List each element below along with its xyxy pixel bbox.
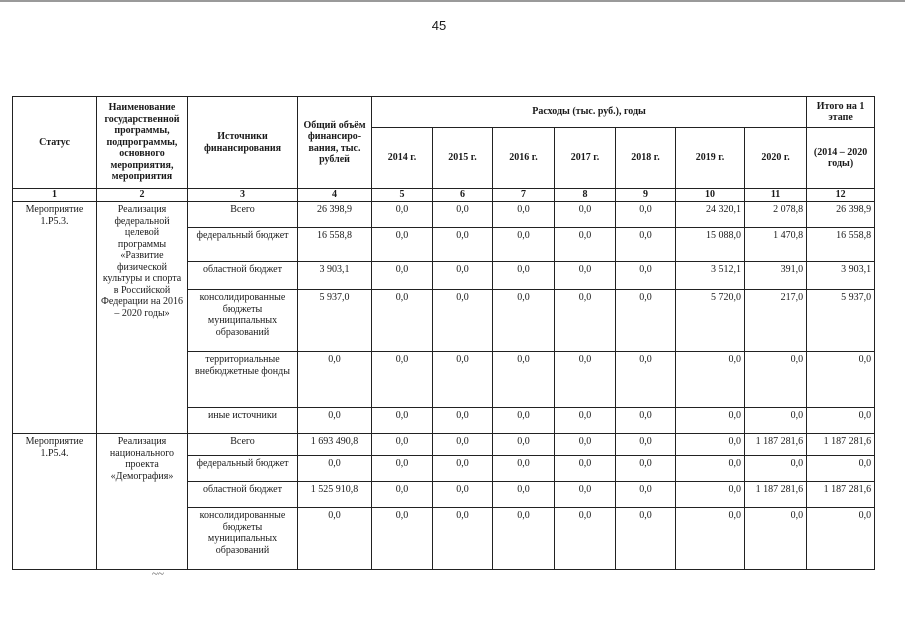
year-value-cell: 0,0 — [493, 290, 555, 352]
column-number: 9 — [616, 189, 676, 202]
year-value-cell: 0,0 — [676, 408, 745, 434]
year-value-cell: 0,0 — [555, 508, 616, 570]
year-value-cell: 24 320,1 — [676, 202, 745, 228]
year-value-cell: 0,0 — [433, 228, 493, 262]
year-value-cell: 0,0 — [433, 482, 493, 508]
source-cell: Всего — [188, 434, 298, 456]
year-value-cell: 1 470,8 — [745, 228, 807, 262]
year-value-cell: 2 078,8 — [745, 202, 807, 228]
year-value-cell: 0,0 — [555, 202, 616, 228]
year-value-cell: 0,0 — [555, 456, 616, 482]
table-row — [13, 202, 875, 228]
column-number: 4 — [298, 189, 372, 202]
year-value-cell: 0,0 — [372, 352, 433, 408]
year-value-cell: 0,0 — [493, 482, 555, 508]
total-cell: 0,0 — [298, 456, 372, 482]
year-value-cell: 0,0 — [372, 508, 433, 570]
total-cell: 0,0 — [298, 408, 372, 434]
year-value-cell: 0,0 — [676, 456, 745, 482]
header-year: 2017 г. — [555, 128, 616, 189]
year-value-cell: 15 088,0 — [676, 228, 745, 262]
margin-mark: ~~ — [152, 568, 164, 580]
header-year: 2014 г. — [372, 128, 433, 189]
year-value-cell: 0,0 — [372, 456, 433, 482]
name-cell: Реализация национального проекта «Демография» — [97, 434, 188, 570]
year-value-cell: 0,0 — [433, 290, 493, 352]
source-cell: консолидированные бюджеты муниципальных образований — [188, 290, 298, 352]
column-number: 11 — [745, 189, 807, 202]
header-expenses: Расходы (тыс. руб.), годы — [372, 97, 807, 128]
year-value-cell: 0,0 — [676, 434, 745, 456]
total-cell: 1 693 490,8 — [298, 434, 372, 456]
year-value-cell: 0,0 — [493, 434, 555, 456]
year-value-cell: 0,0 — [493, 262, 555, 290]
year-value-cell: 0,0 — [555, 290, 616, 352]
year-value-cell: 217,0 — [745, 290, 807, 352]
page-number: 45 — [431, 18, 447, 33]
column-number: 6 — [433, 189, 493, 202]
year-value-cell: 0,0 — [555, 434, 616, 456]
year-value-cell: 0,0 — [616, 508, 676, 570]
itogo-cell: 0,0 — [807, 456, 875, 482]
scan-edge-line — [0, 0, 905, 2]
year-value-cell: 0,0 — [433, 352, 493, 408]
header-itogo-top: Итого на 1 этапе — [807, 97, 875, 128]
total-cell: 1 525 910,8 — [298, 482, 372, 508]
itogo-cell: 1 187 281,6 — [807, 434, 875, 456]
year-value-cell: 0,0 — [745, 456, 807, 482]
total-cell: 5 937,0 — [298, 290, 372, 352]
year-value-cell: 0,0 — [493, 202, 555, 228]
itogo-cell: 0,0 — [807, 352, 875, 408]
year-value-cell: 391,0 — [745, 262, 807, 290]
total-cell: 0,0 — [298, 352, 372, 408]
year-value-cell: 0,0 — [616, 408, 676, 434]
source-cell: областной бюджет — [188, 262, 298, 290]
itogo-cell: 26 398,9 — [807, 202, 875, 228]
table-body — [13, 202, 875, 570]
header-name: Наименование государственной программы, подпрограммы, основного мероприятия, мероприятия — [97, 97, 188, 189]
name-cell: Реализация федеральной целевой программы «Развитие физической культуры и спорта в Российской Федерации на 2016 – 2020 годы» — [97, 202, 188, 434]
itogo-cell: 0,0 — [807, 508, 875, 570]
year-value-cell: 0,0 — [555, 408, 616, 434]
year-value-cell: 0,0 — [616, 456, 676, 482]
year-value-cell: 0,0 — [372, 408, 433, 434]
itogo-cell: 5 937,0 — [807, 290, 875, 352]
header-year: 2016 г. — [493, 128, 555, 189]
column-number: 7 — [493, 189, 555, 202]
column-number: 10 — [676, 189, 745, 202]
year-value-cell: 0,0 — [616, 290, 676, 352]
header-year: 2019 г. — [676, 128, 745, 189]
year-value-cell: 0,0 — [433, 508, 493, 570]
header-year: 2018 г. — [616, 128, 676, 189]
year-value-cell: 0,0 — [433, 202, 493, 228]
column-number: 3 — [188, 189, 298, 202]
year-value-cell: 0,0 — [433, 408, 493, 434]
year-value-cell: 0,0 — [493, 352, 555, 408]
year-value-cell: 0,0 — [616, 202, 676, 228]
itogo-cell: 0,0 — [807, 408, 875, 434]
column-number: 8 — [555, 189, 616, 202]
header-year: 2020 г. — [745, 128, 807, 189]
year-value-cell: 0,0 — [372, 482, 433, 508]
header-itogo-bottom: (2014 – 2020 годы) — [807, 128, 875, 189]
year-value-cell: 0,0 — [616, 482, 676, 508]
column-number: 12 — [807, 189, 875, 202]
year-value-cell: 0,0 — [372, 202, 433, 228]
column-number: 1 — [13, 189, 97, 202]
status-cell: Мероприятие 1.Р5.3. — [13, 202, 97, 434]
year-value-cell: 0,0 — [676, 482, 745, 508]
itogo-cell: 16 558,8 — [807, 228, 875, 262]
year-value-cell: 0,0 — [676, 508, 745, 570]
table-row — [13, 434, 875, 456]
year-value-cell: 0,0 — [493, 508, 555, 570]
year-value-cell: 0,0 — [372, 434, 433, 456]
financing-table-wrapper — [12, 96, 875, 570]
source-cell: иные источники — [188, 408, 298, 434]
year-value-cell: 0,0 — [433, 262, 493, 290]
total-cell: 16 558,8 — [298, 228, 372, 262]
year-value-cell: 0,0 — [555, 228, 616, 262]
year-value-cell: 0,0 — [745, 408, 807, 434]
year-value-cell: 0,0 — [616, 352, 676, 408]
year-value-cell: 0,0 — [555, 262, 616, 290]
header-year: 2015 г. — [433, 128, 493, 189]
source-cell: Всего — [188, 202, 298, 228]
header-status: Статус — [13, 97, 97, 189]
year-value-cell: 0,0 — [745, 352, 807, 408]
year-value-cell: 0,0 — [745, 508, 807, 570]
financing-table — [12, 96, 875, 570]
year-value-cell: 1 187 281,6 — [745, 434, 807, 456]
year-value-cell: 0,0 — [493, 456, 555, 482]
header-sources: Источники финансирования — [188, 97, 298, 189]
source-cell: областной бюджет — [188, 482, 298, 508]
itogo-cell: 3 903,1 — [807, 262, 875, 290]
year-value-cell: 0,0 — [372, 290, 433, 352]
source-cell: федеральный бюджет — [188, 228, 298, 262]
year-value-cell: 0,0 — [616, 228, 676, 262]
total-cell: 0,0 — [298, 508, 372, 570]
itogo-cell: 1 187 281,6 — [807, 482, 875, 508]
year-value-cell: 0,0 — [616, 262, 676, 290]
year-value-cell: 0,0 — [616, 434, 676, 456]
status-cell: Мероприятие 1.Р5.4. — [13, 434, 97, 570]
year-value-cell: 0,0 — [372, 262, 433, 290]
source-cell: консолидированные бюджеты муниципальных образований — [188, 508, 298, 570]
total-cell: 26 398,9 — [298, 202, 372, 228]
year-value-cell: 3 512,1 — [676, 262, 745, 290]
year-value-cell: 0,0 — [493, 228, 555, 262]
year-value-cell: 0,0 — [555, 352, 616, 408]
header-total: Общий объём финансиро-вания, тыс. рублей — [298, 97, 372, 189]
year-value-cell: 0,0 — [433, 456, 493, 482]
year-value-cell: 0,0 — [676, 352, 745, 408]
column-number: 2 — [97, 189, 188, 202]
source-cell: территориальные внебюджетные фонды — [188, 352, 298, 408]
year-value-cell: 5 720,0 — [676, 290, 745, 352]
year-value-cell: 0,0 — [493, 408, 555, 434]
year-value-cell: 0,0 — [433, 434, 493, 456]
column-number: 5 — [372, 189, 433, 202]
year-value-cell: 0,0 — [372, 228, 433, 262]
year-value-cell: 0,0 — [555, 482, 616, 508]
total-cell: 3 903,1 — [298, 262, 372, 290]
year-value-cell: 1 187 281,6 — [745, 482, 807, 508]
source-cell: федеральный бюджет — [188, 456, 298, 482]
